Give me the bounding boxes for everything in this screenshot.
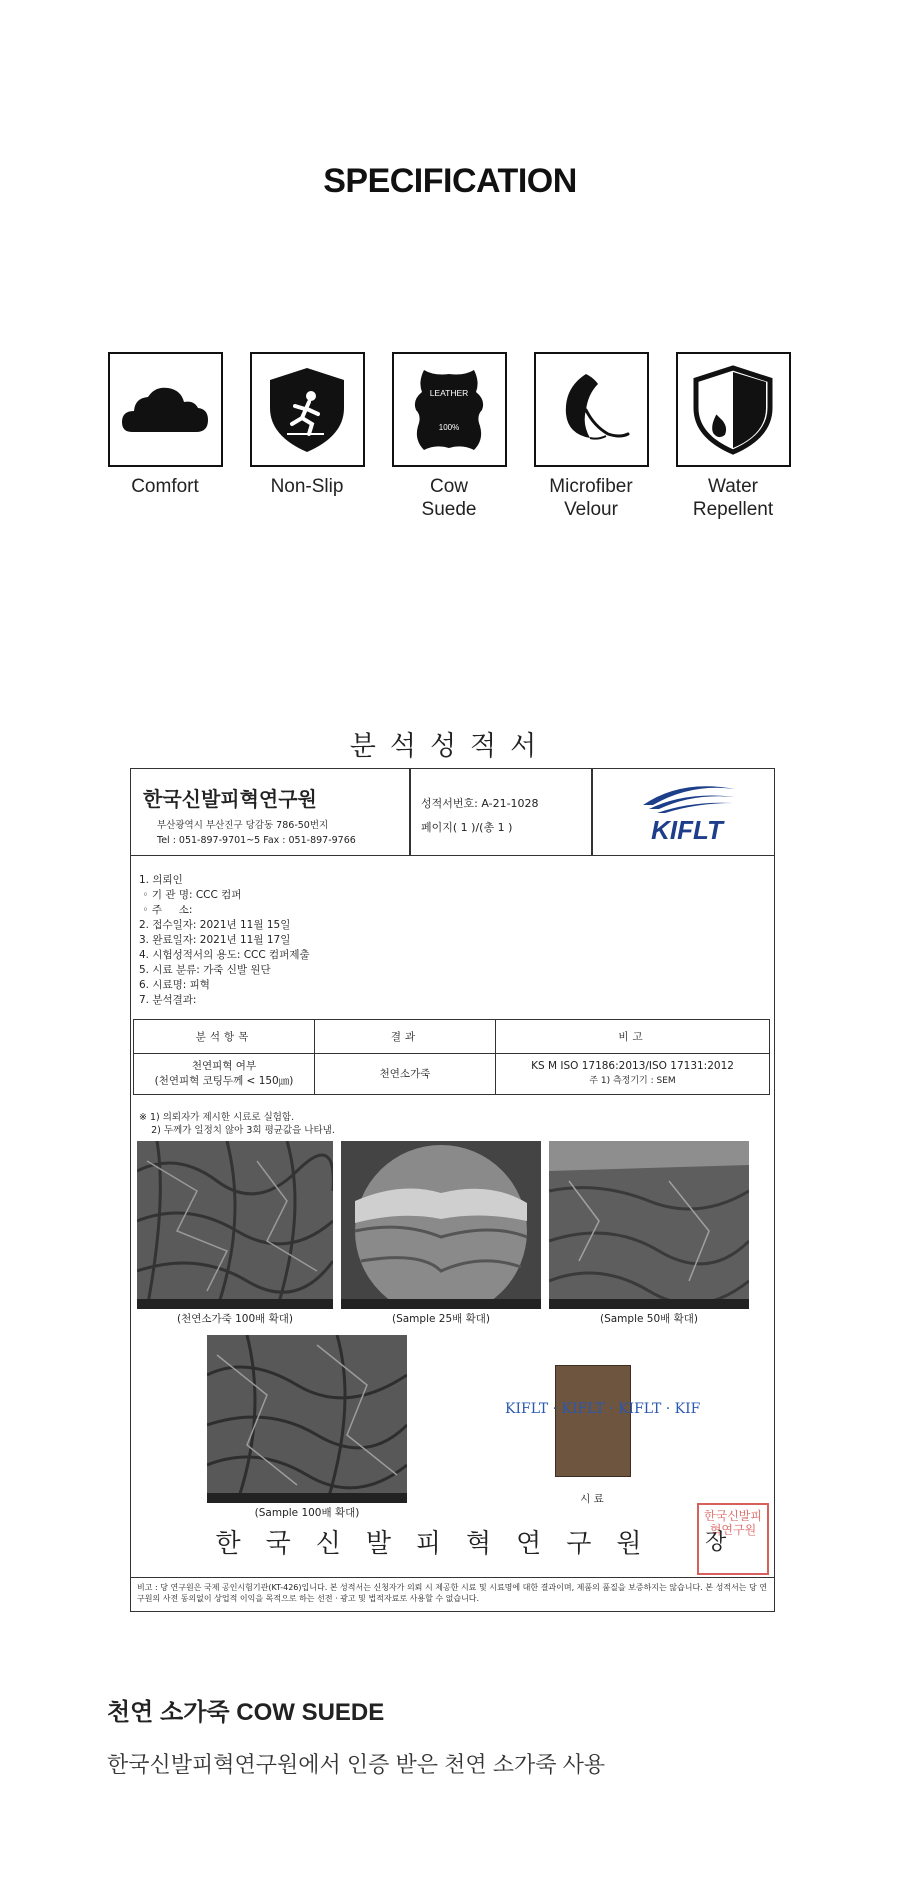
seal-title-char: 장 bbox=[705, 1530, 727, 1555]
info-line: ◦ 주 소: bbox=[139, 904, 193, 916]
micrograph-caption: (Sample 100배 확대) bbox=[254, 1507, 360, 1519]
institute-address: 부산광역시 부산진구 당감동 786-50번지 bbox=[157, 820, 329, 831]
leather-badge-text: LEATHER bbox=[429, 388, 468, 398]
sample-caption: 시 료 bbox=[580, 1493, 604, 1505]
leather-sample-swatch bbox=[555, 1365, 631, 1477]
info-line: 4. 시험성적서의 용도: CCC 컴퍼제출 bbox=[139, 949, 310, 961]
report-info bbox=[139, 873, 310, 1008]
cow-suede-description: 한국신발피혁연구원에서 인증 받은 천연 소가죽 사용 bbox=[107, 1752, 606, 1777]
info-line: ◦ 기 관 명: CCC 컴퍼 bbox=[139, 889, 242, 901]
feature-label: Cow Suede bbox=[421, 476, 477, 520]
micrograph-caption: (천연소가죽 100배 확대) bbox=[176, 1313, 294, 1325]
report-disclaimer: 비고 : 당 연구원은 국제 공인시험기관(KT-426)입니다. 본 성적서는 신청자가 의뢰 시 제공한 시료 및 시료명에 대한 결과이며, 제품의 품질을 보증하지는 않습니다. 본 성적서는 당 연구원의 사전 동의없이 상업적 이익을 목적으로 하는 선전 · 광고 및 법적자료로 사용할 수 없습니다. bbox=[131, 1577, 774, 1608]
kiflt-logo bbox=[631, 779, 741, 845]
table-cell-result: 천연소가죽 bbox=[315, 1054, 496, 1095]
report-number: 성적서번호: A-21-1028 bbox=[421, 797, 539, 810]
water-shield-icon bbox=[678, 354, 789, 465]
micrograph-image bbox=[549, 1141, 749, 1309]
cloud-icon bbox=[110, 354, 221, 465]
info-line: 3. 완료일자: 2021년 11월 17일 bbox=[139, 934, 291, 946]
institute-name: 한국신발피혁연구원 bbox=[143, 787, 317, 811]
analysis-report-document bbox=[130, 768, 775, 1612]
logo-text: KIFLT bbox=[651, 815, 723, 845]
analysis-result-table bbox=[133, 1019, 770, 1095]
table-cell-note: KS M ISO 17186:2013/ISO 17131:2012 주 1) 측정기기 : SEM bbox=[496, 1054, 770, 1095]
feature-water-repellent bbox=[675, 352, 791, 521]
feature-label: Comfort bbox=[131, 476, 199, 497]
table-header: 결과 bbox=[315, 1020, 496, 1054]
feature-icons bbox=[107, 352, 797, 552]
specification-title: SPECIFICATION bbox=[323, 162, 577, 200]
table-header: 비고 bbox=[496, 1020, 770, 1054]
feature-label: Water Repellent bbox=[692, 476, 774, 520]
feature-microfiber-velour bbox=[533, 352, 649, 521]
feature-non-slip bbox=[249, 352, 365, 498]
info-line: 2. 접수일자: 2021년 11월 15일 bbox=[139, 919, 291, 931]
cow-suede-title: 천연 소가죽 COW SUEDE bbox=[107, 1699, 385, 1726]
report-title: 분석성적서 bbox=[349, 731, 551, 762]
feature-label: Microfiber Velour bbox=[549, 476, 633, 520]
feather-icon bbox=[536, 354, 647, 465]
table-cell-item: 천연피혁 여부 (천연피혁 코팅두께 < 150㎛) bbox=[134, 1054, 315, 1095]
info-line: 1. 의뢰인 bbox=[139, 874, 183, 886]
micrograph-caption: (Sample 50배 확대) bbox=[599, 1313, 699, 1325]
feature-cow-suede bbox=[391, 352, 507, 521]
micrograph-caption: (Sample 25배 확대) bbox=[391, 1313, 491, 1325]
non-slip-shield-icon bbox=[252, 354, 363, 465]
micrograph-image bbox=[341, 1141, 541, 1309]
feature-label: Non-Slip bbox=[270, 476, 344, 497]
table-header: 분석항목 bbox=[134, 1020, 315, 1054]
institute-contact: Tel : 051-897-9701~5 Fax : 051-897-9766 bbox=[157, 835, 356, 846]
micrograph-image bbox=[137, 1141, 333, 1309]
report-header bbox=[131, 769, 774, 856]
leather-hide-icon bbox=[394, 354, 505, 465]
info-line: 5. 시료 분류: 가죽 신발 원단 bbox=[139, 964, 271, 976]
feature-comfort bbox=[107, 352, 223, 498]
info-line: 6. 시료명: 피혁 bbox=[139, 979, 210, 991]
micrograph-image bbox=[207, 1335, 407, 1503]
report-footnotes: ※ 1) 의뢰자가 제시한 시료로 실험함. 2) 두께가 일정치 않아 3회 평균값을 나타냄. bbox=[139, 1112, 335, 1136]
official-seal-stamp: 한국신발피혁연구원 bbox=[697, 1503, 769, 1575]
report-page: 페이지( 1 )/(총 1 ) bbox=[421, 821, 513, 834]
institute-signature-name: 한국신발피혁연구원 bbox=[215, 1529, 667, 1559]
info-line: 7. 분석결과: bbox=[139, 994, 197, 1006]
leather-percent-text: 100% bbox=[438, 423, 459, 432]
sample-stamp-text: KIFLT · KIFLT · KIFLT · KIF bbox=[505, 1401, 701, 1417]
